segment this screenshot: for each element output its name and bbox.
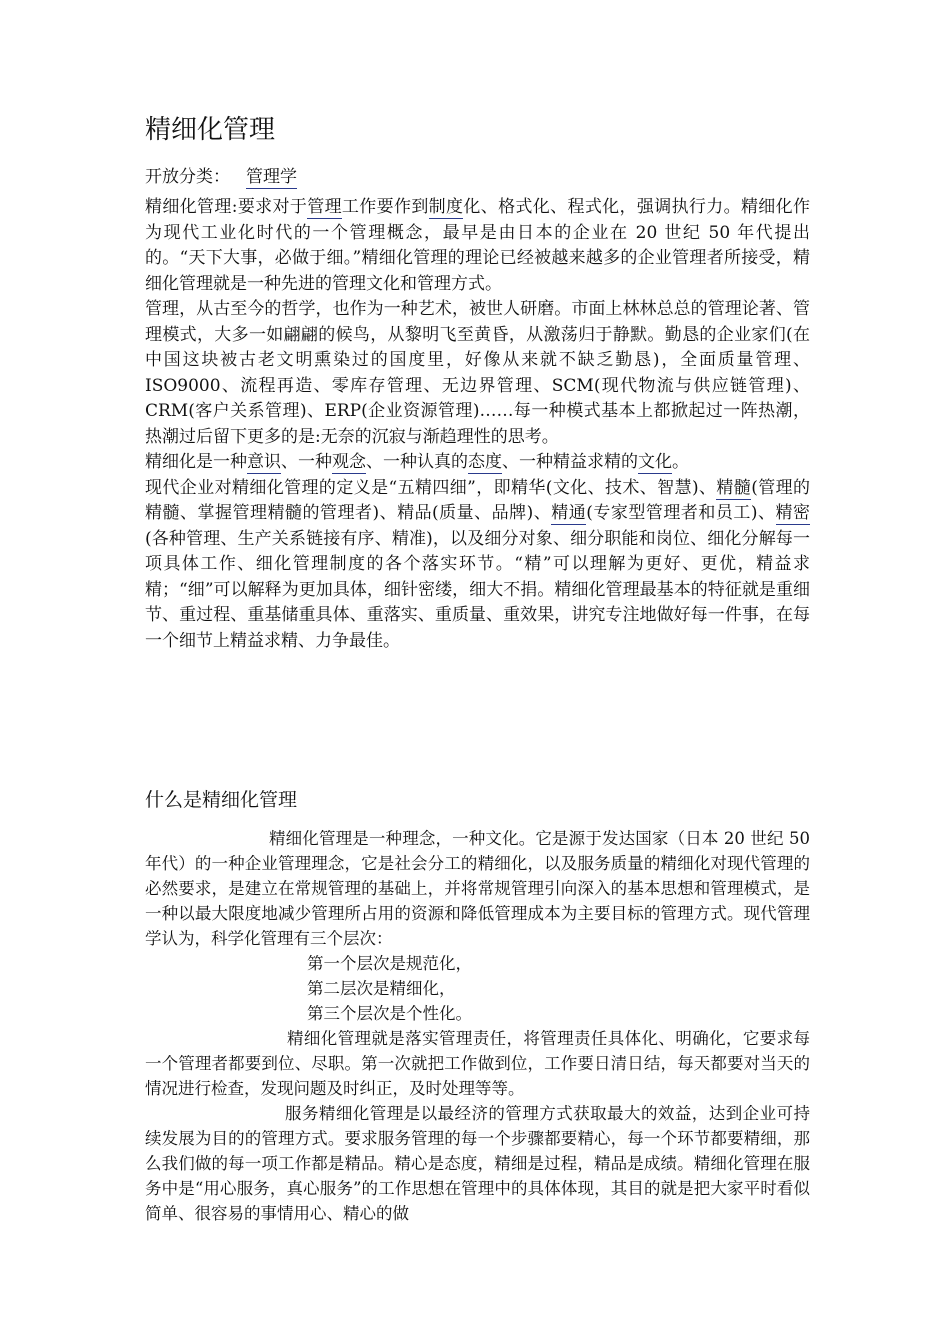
intro-section (145, 195, 810, 654)
link-jingtong[interactable]: 精通 (551, 503, 587, 523)
level-item: 第二层次是精细化， (307, 979, 456, 998)
link-jingmi[interactable]: 精密 (775, 503, 811, 523)
link-yishi[interactable]: 意识 (247, 452, 281, 472)
link-wenhua[interactable]: 文化 (638, 452, 672, 472)
link-taidu[interactable]: 态度 (468, 452, 502, 472)
intro-paragraph-1: 精细化管理:要求对于管理工作要作到制度化、格式化、程式化，强调执行力。精细化作为现代工业化时代的一个管理概念，最早是由日本的企业在 20 世纪 50 年代提出的。“天下大事，必做于细。”精细化管理的理论已经被越来越多的企业管理者所接受，精细化管理就是一种先进的管理文化和管理方式。 (145, 197, 811, 294)
link-zhidu[interactable]: 制度 (428, 197, 464, 217)
intro-paragraph-4: 现代企业对精细化管理的定义是“五精四细”，即精华(文化、技术、智慧)、精髓(管理的精髓、掌握管理精髓的管理者)、精品(质量、品牌)、精通(专家型管理者和员工)、精密(各种管理、生产关系链接有序、精准)，以及细分对象、细分职能和岗位、细化分解每一项具体工作、细化管理制度的各个落实环节。“精”可以理解为更好、更优，精益求精；“细”可以解释为更加具体，细针密缕，细大不捐。精细化管理最基本的特征就是重细节、重过程、重基储重具体、重落实、重质量、重效果，讲究专注地做好每一件事，在每一个细节上精益求精、力争最佳。 (145, 477, 811, 651)
section-paragraph-1: 精细化管理是一种理念，一种文化。它是源于发达国家（日本 20 世纪 50 年代）的一种企业管理理念，它是社会分工的精细化，以及服务质量的精细化对现代管理的必然要求，是建立在常规管理的基础上，并将常规管理引向深入的基本思想和管理模式，是一种以最大限度地减少管理所占用的资源和降低管理成本为主要目标的管理方式。现代管理学认为，科学化管理有三个层次： (145, 829, 810, 948)
level-item: 第三个层次是个性化。 (307, 1004, 472, 1023)
intro-paragraph-2: 管理，从古至今的哲学，也作为一种艺术，被世人研磨。市面上林林总总的管理论著、管理模式，大多一如翩翩的候鸟，从黎明飞至黄昏，从激荡归于静默。勤恳的企业家们(在中国这块被古老文明熏染过的国度里，好像从来就不缺乏勤恳)，全面质量管理、ISO9000、流程再造、零库存管理、无边界管理、SCM(现代物流与供应链管理)、CRM(客户关系管理)、ERP(企业资源管理)……每一种模式基本上都掀起过一阵热潮，热潮过后留下更多的是:无奈的沉寂与渐趋理性的思考。 (145, 299, 810, 447)
link-guannian[interactable]: 观念 (332, 452, 366, 472)
intro-paragraph-3: 精细化是一种意识、一种观念、一种认真的态度、一种精益求精的文化。 (145, 452, 689, 472)
section-body (145, 826, 810, 1226)
section-paragraph-2: 精细化管理就是落实管理责任，将管理责任具体化、明确化，它要求每一个管理者都要到位、尽职。第一次就把工作做到位，工作要日清日结，每天都要对当天的情况进行检查，发现问题及时纠正，及时处理等等。 (145, 1029, 810, 1098)
page-title: 精细化管理 (145, 115, 276, 145)
link-guanli[interactable]: 管理 (307, 197, 342, 217)
section-heading: 什么是精细化管理 (145, 789, 298, 811)
link-jingsui[interactable]: 精髓 (716, 477, 752, 498)
level-item: 第一个层次是规范化， (307, 954, 472, 973)
category-link[interactable]: 管理学 (246, 167, 297, 187)
category-label: 开放分类： (145, 167, 230, 187)
section-paragraph-3: 服务精细化管理是以最经济的管理方式获取最大的效益，达到企业可持续发展为目的的管理方式。要求服务管理的每一个步骤都要精心，每一个环节都要精细，那么我们做的每一项工作都是精品。精心是态度，精细是过程，精品是成绩。精细化管理在服务中是“用心服务，真心服务”的工作思想在管理中的具体体现，其目的就是把大家平时看似简单、很容易的事情用心、精心的做 (145, 1104, 810, 1223)
category-line (145, 164, 297, 190)
